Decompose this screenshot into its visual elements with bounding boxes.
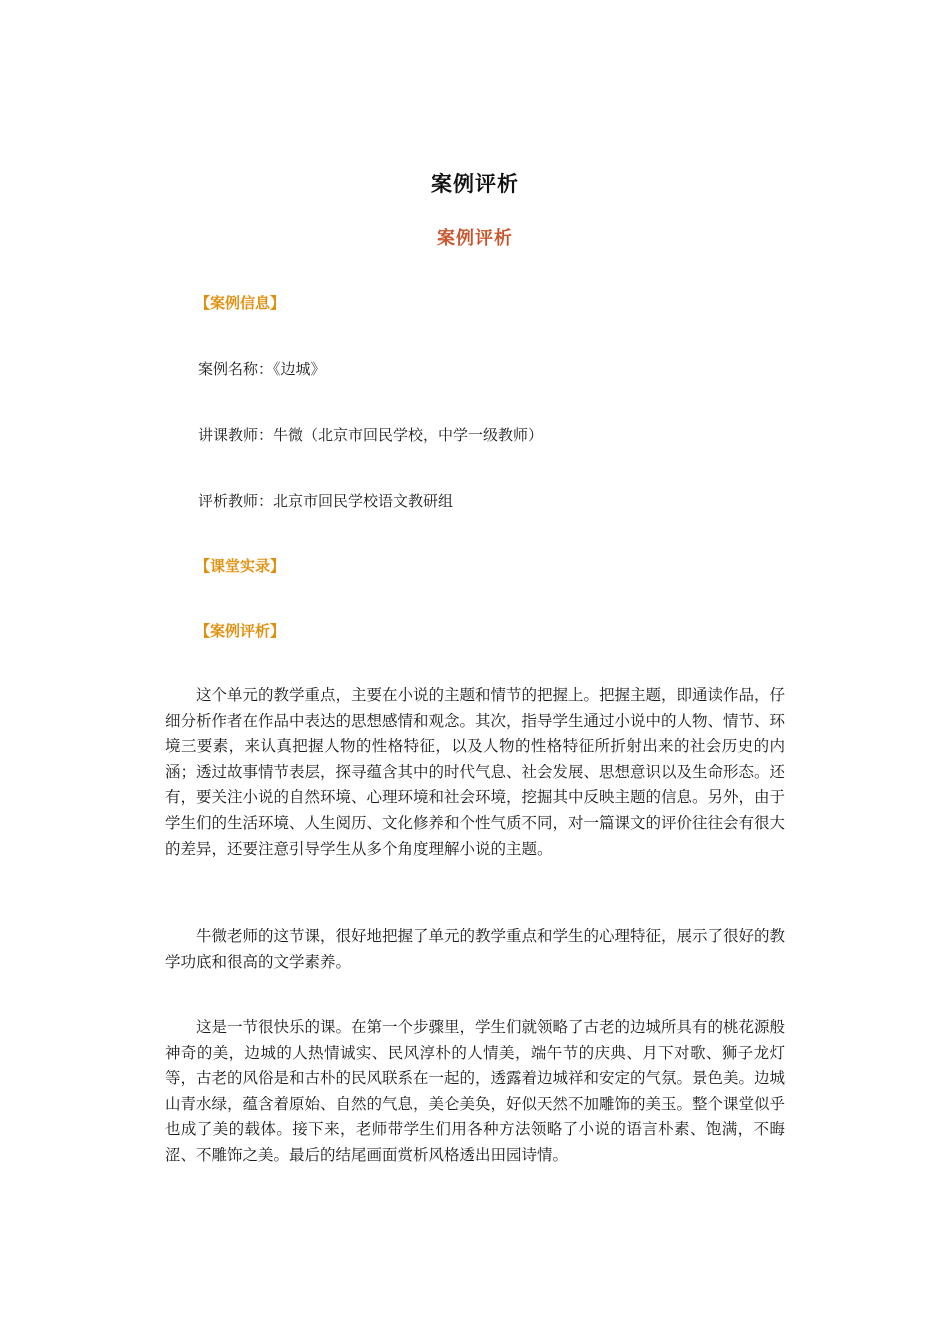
teacher-line: 讲课教师：牛微（北京市回民学校，中学一级教师） [198,426,544,444]
section-heading-case-review: 【案例评析】 [195,622,286,640]
case-name-line: 案例名称：《边城》 [198,360,326,378]
document-title: 案例评析 [431,171,519,196]
paragraph-lesson-description: 这是一节很快乐的课。在第一个步骤里，学生们就领略了古老的边城所具有的桃花源般神奇的美，边城的人热情诚实、民风淳朴的人情美，端午节的庆典、月下对歌、狮子龙灯等，古老的风俗是和古朴的民风联系在一起的，透露着边城祥和安定的气氛。景色美。边城山青水绿，蕴含着原始、自然的气息，美仑美奂，好似天然不加雕饰的美玉。整个课堂似乎也成了美的载体。接下来，老师带学生们用各种方法领略了小说的语言朴素、饱满，不晦涩、不雕饰之美。最后的结尾画面赏析风格透出田园诗情。 [165,1018,786,1164]
section-heading-case-info: 【案例信息】 [195,294,286,312]
section-heading-class-record: 【课堂实录】 [195,557,286,575]
reviewer-line: 评析教师：北京市回民学校语文教研组 [198,492,454,510]
document-subtitle: 案例评析 [437,228,513,249]
paragraph-teaching-focus: 这个单元的教学重点，主要在小说的主题和情节的把握上。把握主题，即通读作品，仔细分析作者在作品中表达的思想感情和观念。其次，指导学生通过小说中的人物、情节、环境三要素，来认真把握人物的性格特征，以及人物的性格特征所折射出来的社会历史的内涵；透过故事情节表层，探寻蕴含其中的时代气息、社会发展、思想意识以及生命形态。还有，要关注小说的自然环境、心理环境和社会环境，挖掘其中反映主题的信息。另外，由于学生们的生活环境、人生阅历、文化修养和个性气质不同，对一篇课文的评价往往会有很大的差异，还要注意引导学生从多个角度理解小说的主题。 [165,686,786,858]
paragraph-teacher-praise: 牛微老师的这节课，很好地把握了单元的教学重点和学生的心理特征，展示了很好的教学功底和很高的文学素养。 [165,927,786,971]
